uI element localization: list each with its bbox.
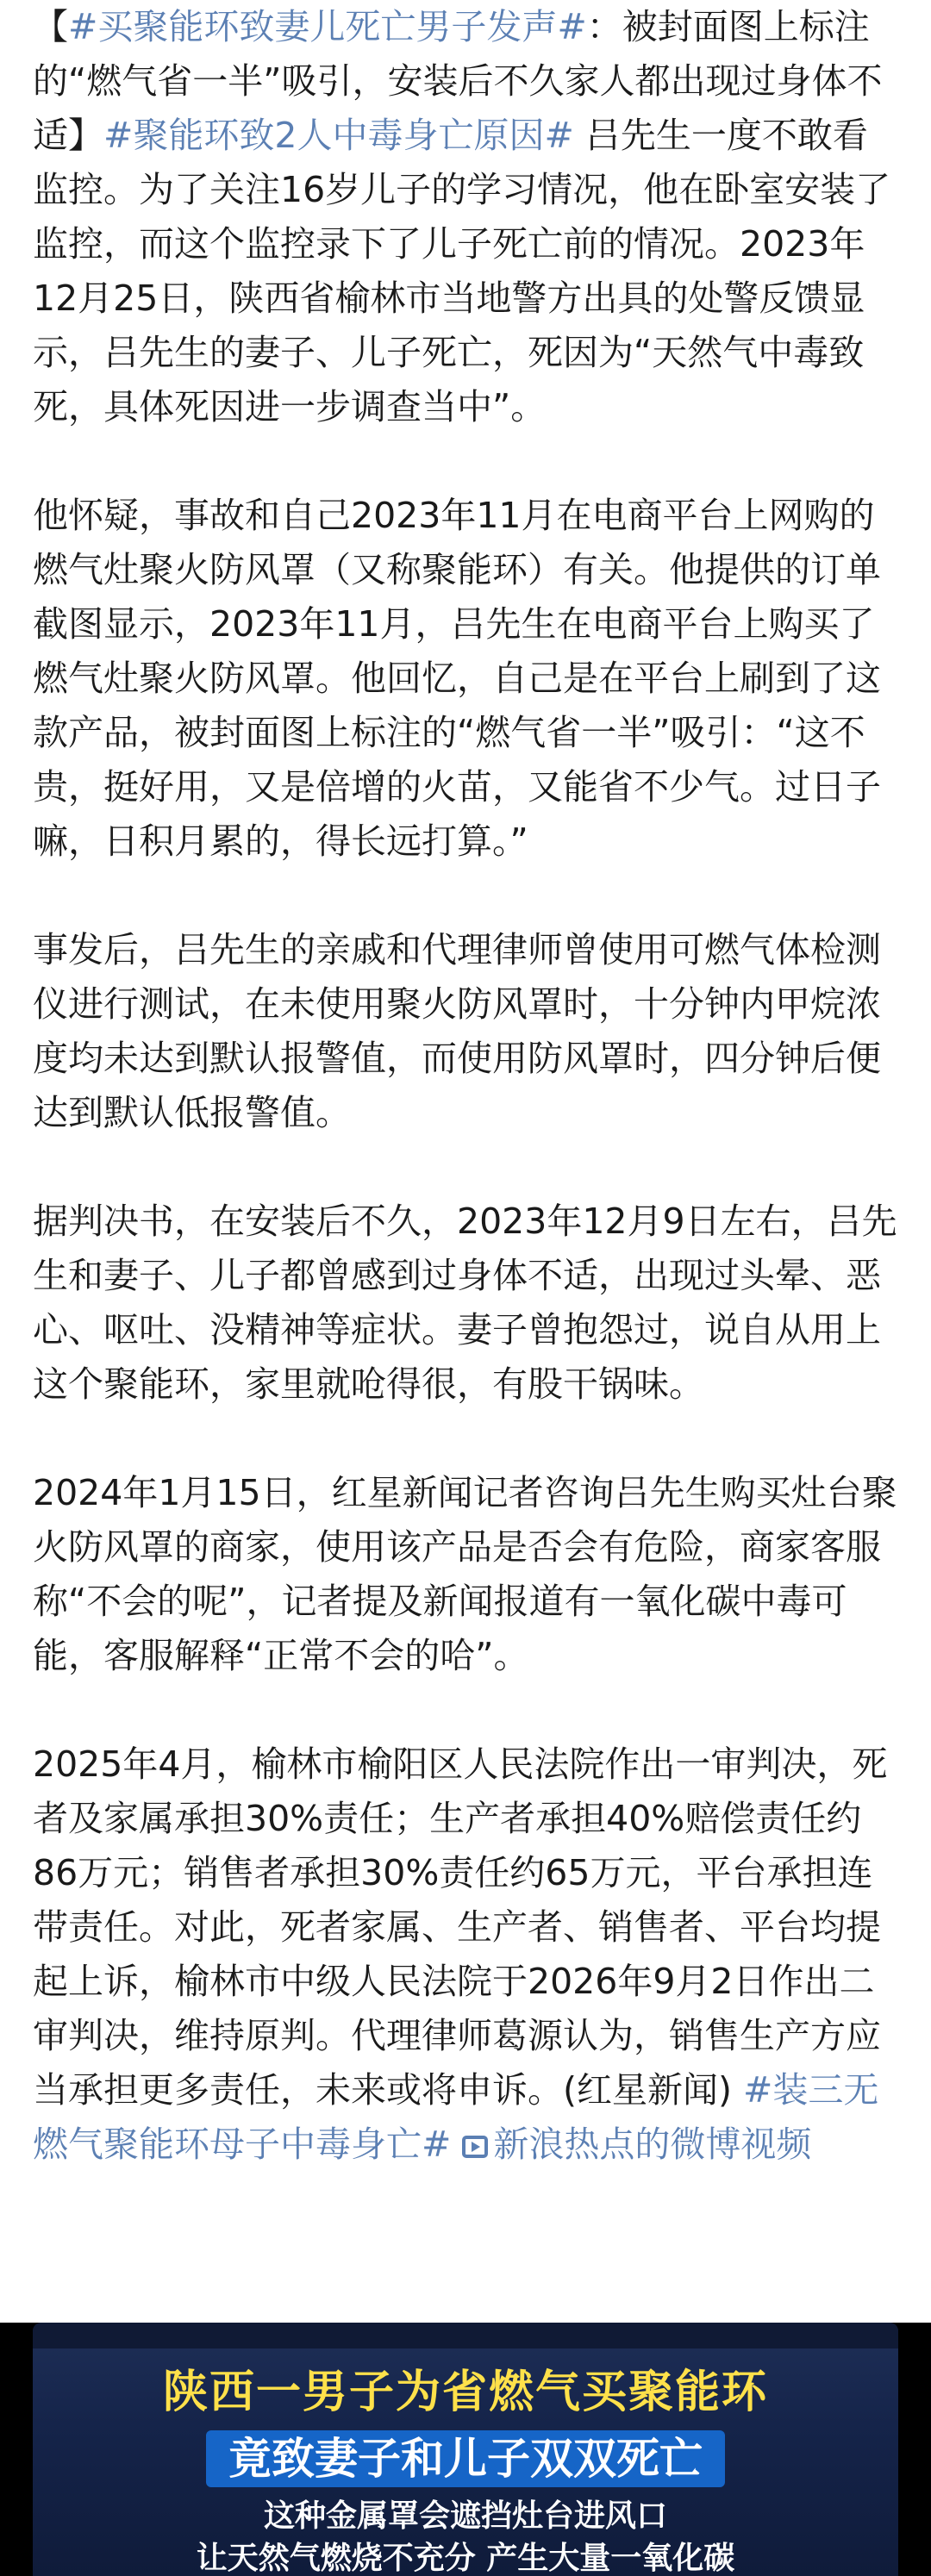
video-title-line-1: 陕西一男子为省燃气买聚能环 (162, 2367, 768, 2418)
paragraph-5: 2024年1月15日，红星新闻记者咨询吕先生购买灶台聚火防风罩的商家，使用该产品是否会有危险，商家客服称“不会的呢”，记者提及新闻报道有一氧化碳中毒可能，客服解释“正常不会的哈”。 (33, 1472, 897, 1676)
paragraph-1 (33, 0, 898, 434)
hashtag-link[interactable]: #聚能环致2人中毒身亡原因# (103, 115, 574, 156)
paragraph-6 (33, 1737, 898, 2172)
paragraph-text: 2025年4月，榆林市榆阳区人民法院作出一审判决，死者及家属承担30%责任；生产者承担40%赔偿责任约86万元；销售者承担30%责任约65万元，平台承担连带责任。对此，死者家属、生产者、销售者、平台均提起上诉，榆林市中级人民法院于2026年9月2日作出二审判决，维持原判。代理律师葛源认为，销售生产方应当承担更多责任，未来或将申诉。(红星新闻) (33, 1743, 888, 2111)
video-link-label: 新浪热点的微博视频 (493, 2124, 812, 2165)
video-subtitle-2: 让天然气燃烧不充分 产生大量一氧化碳 (196, 2541, 735, 2576)
video-play-icon (462, 2136, 488, 2158)
weibo-post-body (33, 0, 898, 2172)
paragraph-text: 吕先生一度不敢看监控。为了关注16岁儿子的学习情况，他在卧室安装了监控，而这个监控录下了儿子死亡前的情况。2023年12月25日，陕西省榆林市当地警方出具的处警反馈显示，吕先生的妻子、儿子死亡，死因为“天然气中毒致死，具体死因进一步调查当中”。 (33, 115, 891, 427)
hashtag-link[interactable]: #装三无燃气聚能环母子中毒身亡# (33, 2069, 879, 2165)
paragraph-3: 事发后，吕先生的亲戚和代理律师曾使用可燃气体检测仪进行测试，在未使用聚火防风罩时，十分钟内甲烷浓度均未达到默认报警值，而使用防风罩时，四分钟后便达到默认低报警值。 (33, 929, 881, 1133)
video-area (0, 2323, 931, 2576)
paragraph-2: 他怀疑，事故和自己2023年11月在电商平台上网购的燃气灶聚火防风罩（又称聚能环）有关。他提供的订单截图显示，2023年11月，吕先生在电商平台上购买了燃气灶聚火防风罩。他回忆，自己是在平台上刷到了这款产品，被封面图上标注的“燃气省一半”吸引：“这不贵，挺好用，又是倍增的火苗，又能省不少气。过日子嘛，日积月累的，得长远打算。” (33, 495, 881, 862)
video-title-line-2 (33, 2424, 898, 2486)
video-subtitle-1: 这种金属罩会遮挡灶台进风口 (263, 2498, 667, 2534)
paragraph-text: ：被封面图上标注的“燃气省一半”吸引，安装后不久家人都出现过身体不适】 (33, 6, 883, 156)
video-title-highlight: 竟致妻子和儿子双双死亡 (206, 2430, 725, 2487)
hashtag-link[interactable]: #买聚能环致妻儿死亡男子发声# (68, 6, 587, 47)
video-thumbnail[interactable] (33, 2323, 898, 2576)
video-top-shade (33, 2323, 898, 2348)
paragraph-4: 据判决书，在安装后不久，2023年12月9日左右，吕先生和妻子、儿子都曾感到过身体不适，出现过头晕、恶心、呕吐、没精神等症状。妻子曾抱怨过，说自从用上这个聚能环，家里就呛得很，有股干锅味。 (33, 1201, 897, 1405)
bracket-open: 【 (33, 6, 68, 47)
video-link[interactable] (462, 2124, 811, 2165)
